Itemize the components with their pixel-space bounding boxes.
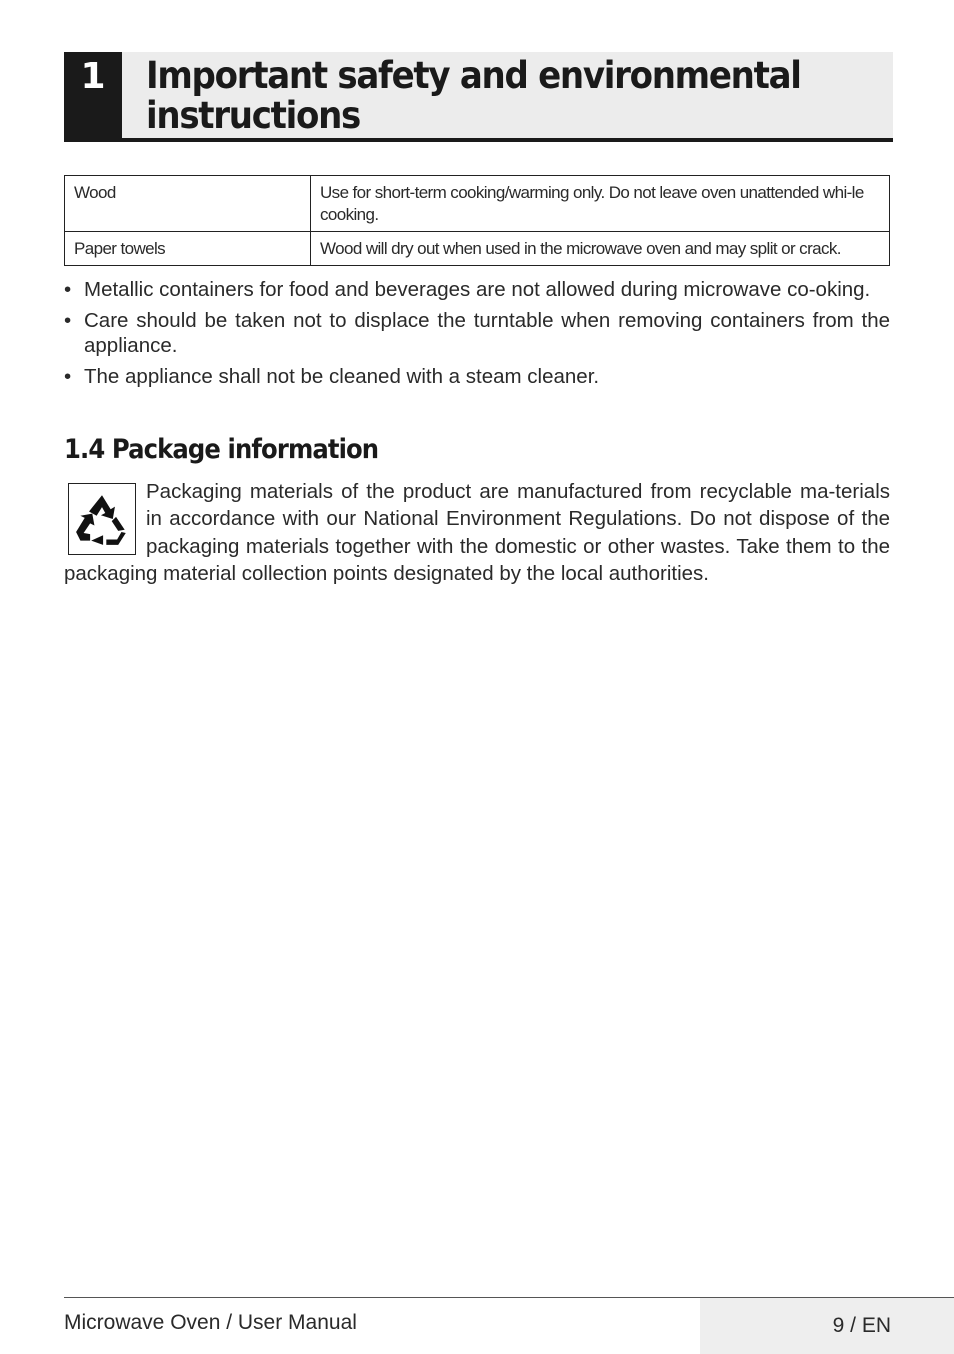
- note-cell: Use for short-term cooking/warming only. Do not leave oven unattended whi-le cooking.: [311, 176, 890, 232]
- table-row: [65, 176, 890, 232]
- bullet-item: • Metallic containers for food and beverages are not allowed during microwave co-oking.: [64, 277, 890, 302]
- chapter-number: 1: [64, 52, 122, 142]
- material-cell: Wood: [65, 176, 311, 232]
- material-cell: Paper towels: [65, 232, 311, 266]
- package-info-text: Packaging materials of the product are manufactured from recyclable ma-terials in accordance with our National Environment Regulations. Do not dispose of the packaging materials together with the domestic or other wastes. Take them to the packaging material collection points designated by the local authorities.: [64, 480, 890, 586]
- table-row: [65, 232, 890, 266]
- chapter-title: Important safety and environmental instructions: [146, 54, 801, 137]
- material-table: [64, 175, 890, 266]
- page-number-label: 9 / EN: [832, 1314, 891, 1337]
- recycle-icon: [68, 483, 136, 555]
- page-number: [700, 1298, 954, 1354]
- note-cell: Wood will dry out when used in the microwave oven and may split or crack.: [311, 232, 890, 266]
- safety-bullet-list: [64, 277, 890, 395]
- bullet-item: • Care should be taken not to displace the turntable when removing containers from the appliance.: [64, 308, 890, 358]
- chapter-title-rule: [122, 138, 893, 142]
- footer-title: Microwave Oven / User Manual: [64, 1311, 357, 1334]
- chapter-header: [64, 52, 893, 142]
- bullet-item: • The appliance shall not be cleaned with a steam cleaner.: [64, 364, 890, 389]
- package-info-block: [64, 478, 890, 588]
- section-heading: 1.4 Package information: [64, 434, 379, 465]
